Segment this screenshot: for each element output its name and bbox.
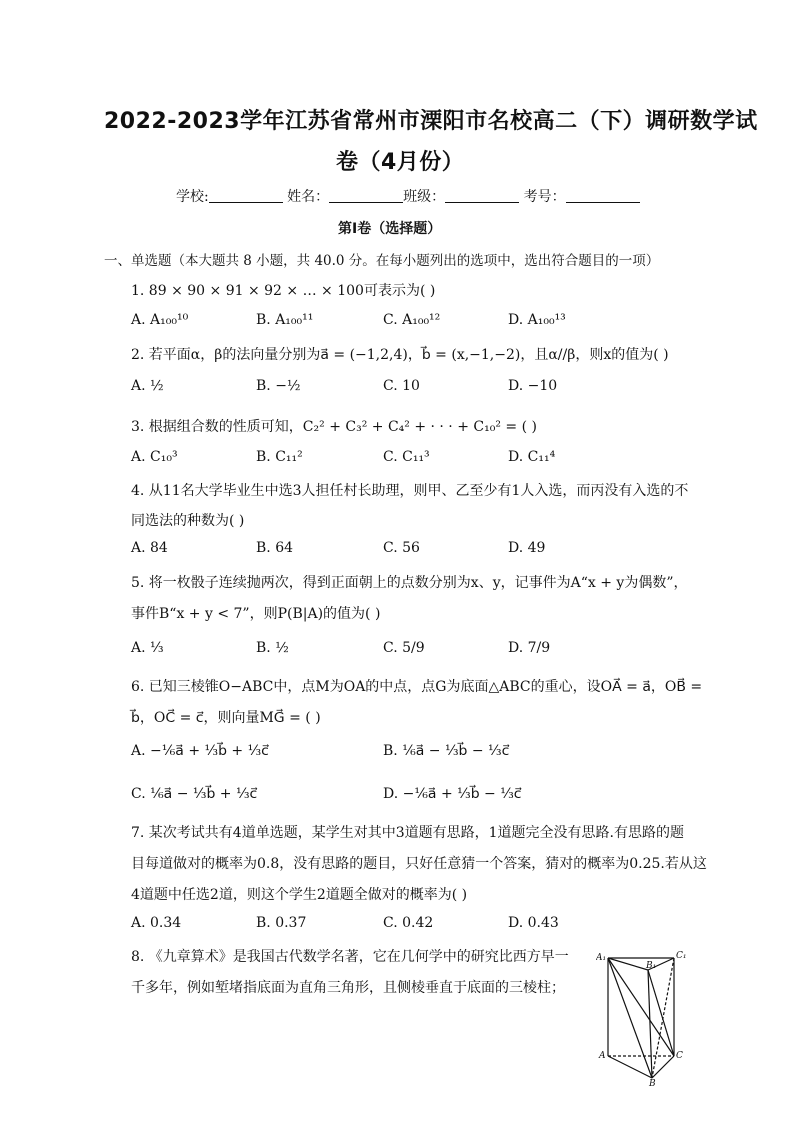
- question-6-stem-line2: b⃗，OC⃗ = c⃗，则向量MG⃗ = ( ): [131, 710, 321, 726]
- label-c1: C₁: [676, 951, 687, 961]
- question-5-option-a: A. ⅓: [131, 640, 164, 656]
- question-4-option-c: C. 56: [383, 540, 420, 556]
- question-7-option-d: D. 0.43: [508, 915, 559, 931]
- question-4-stem-line1: 4. 从11名大学毕业生中选3人担任村长助理，则甲、乙至少有1人入选，而丙没有入选的不: [131, 483, 689, 499]
- question-1-option-c: C. A₁₀₀¹²: [383, 312, 441, 328]
- question-1-stem: 1. 89 × 90 × 91 × 92 × … × 100可表示为( ): [131, 283, 436, 299]
- question-5-option-c: C. 5/9: [383, 640, 425, 656]
- school-blank[interactable]: [209, 188, 283, 203]
- exam-number-blank[interactable]: [566, 188, 640, 203]
- question-1-option-b: B. A₁₀₀¹¹: [256, 312, 314, 328]
- part1-title: 第Ⅰ卷（选择题）: [338, 221, 442, 237]
- section-heading: 一、单选题（本大题共 8 小题，共 40.0 分。在每小题列出的选项中，选出符合题目的一项）: [104, 253, 660, 269]
- question-6-option-a: A. −⅙a⃗ + ⅓b⃗ + ⅓c⃗: [131, 743, 269, 759]
- class-blank[interactable]: [445, 188, 519, 203]
- question-4-stem-line2: 同选法的种数为( ): [131, 513, 245, 529]
- document-title-line2: 卷（4月份）: [336, 150, 465, 175]
- question-5-option-d: D. 7/9: [508, 640, 551, 656]
- diagonal-b1-c: [648, 970, 674, 1056]
- question-7-option-b: B. 0.37: [256, 915, 307, 931]
- question-6-option-b: B. ⅙a⃗ − ⅓b⃗ − ⅓c⃗: [383, 743, 510, 759]
- question-7-stem-line1: 7. 某次考试共有4道单选题，某学生对其中3道题有思路，1道题完全没有思路.有思路的题: [131, 825, 684, 841]
- question-3-option-c: C. C₁₁³: [383, 449, 430, 465]
- question-7-option-a: A. 0.34: [131, 915, 182, 931]
- edge-a1-b1: [608, 958, 648, 970]
- question-3-option-b: B. C₁₁²: [256, 449, 303, 465]
- edge-b1-b: [648, 970, 652, 1078]
- question-7-stem-line2: 目每道做对的概率为0.8，没有思路的题目，只好任意猜一个答案，猜对的概率为0.25.若从这: [131, 856, 707, 872]
- question-3-option-a: A. C₁₀³: [131, 449, 178, 465]
- question-3-stem: 3. 根据组合数的性质可知，C₂² + C₃² + C₄² + · · · + C₁₀² = ( ): [131, 419, 537, 435]
- question-6-stem-line1: 6. 已知三棱锥O−ABC中，点M为OA的中点，点G为底面△ABC的重心，设OA⃗ = a⃗，OB⃗ =: [131, 679, 703, 695]
- question-6-option-d: D. −⅙a⃗ + ⅓b⃗ − ⅓c⃗: [383, 786, 522, 802]
- question-2-option-a: A. ½: [131, 378, 164, 394]
- question-7-stem-line3: 4道题中任选2道，则这个学生2道题全做对的概率为( ): [131, 887, 468, 903]
- question-1-option-d: D. A₁₀₀¹³: [508, 312, 566, 328]
- question-2-option-d: D. −10: [508, 378, 558, 394]
- exam-number-label: 考号：: [523, 189, 566, 205]
- question-4-option-b: B. 64: [256, 540, 294, 556]
- diagonal-a1-c: [608, 958, 674, 1056]
- question-7-option-c: C. 0.42: [383, 915, 434, 931]
- document-title-line1: 2022-2023学年江苏省常州市溧阳市名校高二（下）调研数学试: [104, 109, 758, 134]
- school-label: 学校:: [176, 189, 209, 205]
- student-info-line: [176, 186, 640, 206]
- name-label: 姓名：: [287, 189, 330, 205]
- question-2-stem: 2. 若平面α，β的法向量分别为a⃗ = (−1,2,4)，b⃗ = (x,−1,−2)，且α//β，则x的值为( ): [131, 347, 669, 363]
- label-a1: A₁: [596, 953, 607, 963]
- label-a: A: [599, 1051, 606, 1061]
- question-4-option-d: D. 49: [508, 540, 546, 556]
- question-5-stem-line1: 5. 将一枚骰子连续抛两次，得到正面朝上的点数分别为x、y，记事件为A“x + y为偶数”，: [131, 575, 688, 591]
- question-5-option-b: B. ½: [256, 640, 289, 656]
- name-blank[interactable]: [329, 188, 403, 203]
- diagonal-a1-b: [608, 958, 652, 1078]
- label-c: C: [676, 1051, 683, 1061]
- question-8-stem-line2: 千多年，例如堑堵指底面为直角三角形，且侧棱垂直于底面的三棱柱；: [131, 980, 565, 996]
- class-label: 班级：: [403, 189, 446, 205]
- question-1-option-a: A. A₁₀₀¹⁰: [131, 312, 189, 328]
- edge-b-c: [652, 1056, 674, 1078]
- question-8-stem-line1: 8. 《九章算术》是我国古代数学名著，它在几何学中的研究比西方早一: [131, 949, 569, 965]
- question-2-option-b: B. −½: [256, 378, 301, 394]
- question-3-option-d: D. C₁₁⁴: [508, 449, 556, 465]
- label-b: B: [649, 1079, 656, 1086]
- question-6-option-c: C. ⅙a⃗ − ⅓b⃗ + ⅓c⃗: [131, 786, 258, 802]
- question-5-stem-line2: 事件B“x + y < 7”，则P(B|A)的值为( ): [131, 606, 381, 622]
- prism-figure: [596, 948, 696, 1086]
- question-4-option-a: A. 84: [131, 540, 168, 556]
- label-b1: B₁: [646, 961, 657, 971]
- question-2-option-c: C. 10: [383, 378, 420, 394]
